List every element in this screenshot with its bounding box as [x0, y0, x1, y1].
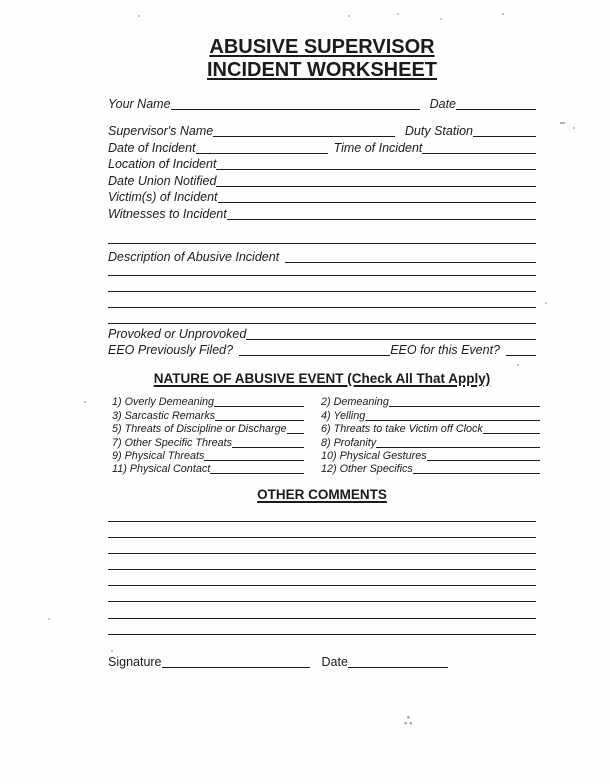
scan-speck: [84, 401, 86, 403]
signature-date-blank-line: [348, 657, 448, 668]
scan-speck: [397, 13, 399, 15]
checklist-blank-line: [210, 463, 304, 474]
description-blank-line: [285, 252, 536, 263]
checklist-item-label: 12) Other Specifics: [321, 463, 413, 476]
your-name-row: [108, 94, 536, 111]
provoked-blank-line: [246, 329, 536, 340]
victims-of-incident-label: Victim(s) of Incident: [108, 190, 218, 204]
checklist-blank-line: [365, 410, 540, 421]
eeo-row: [108, 341, 536, 358]
incident-fields-group: [108, 122, 536, 221]
description-ruled-line: [108, 292, 536, 308]
checklist-item-label: 8) Profanity: [321, 436, 377, 449]
checklist-item-label: 2) Demeaning: [321, 396, 389, 409]
comment-ruled-line: [108, 570, 536, 586]
signature-row: [108, 651, 536, 669]
scan-speck: [111, 650, 113, 652]
eeo-for-event-blank-line: [506, 345, 536, 356]
location-of-incident-blank-line: [216, 159, 536, 170]
comment-ruled-line: [108, 602, 536, 618]
description-ruled-line: [108, 308, 536, 324]
provoked-label: Provoked or Unprovoked: [108, 326, 247, 341]
supervisors-name-blank-line: [213, 126, 395, 137]
checklist-item-label: 10) Physical Gestures: [321, 449, 427, 462]
checklist-item: [321, 395, 540, 408]
checklist-item: [112, 449, 304, 462]
form-title-line2: INCIDENT WORKSHEET: [207, 59, 437, 81]
scan-speck: [517, 364, 519, 366]
form-content: [108, 36, 536, 669]
checklist-item: [321, 449, 540, 462]
checklist-blank-line: [376, 437, 540, 448]
checklist-item: [112, 422, 304, 435]
checklist-item-label: 9) Physical Threats: [112, 449, 205, 462]
comment-ruled-line: [108, 505, 536, 521]
eeo-previously-filed-label: EEO Previously Filed?: [108, 343, 234, 357]
checklist-item: [321, 462, 540, 475]
provoked-row: [108, 324, 536, 341]
checklist-item: [321, 435, 540, 448]
other-comments-lines: [108, 505, 536, 635]
scan-speck: [440, 18, 442, 20]
scan-speck: [545, 302, 547, 304]
time-of-incident-blank-line: [422, 143, 536, 154]
checklist-item-label: 11) Physical Contact: [112, 463, 211, 476]
checklist-blank-line: [204, 450, 304, 461]
checklist-item: [112, 395, 304, 408]
witnesses-to-incident-blank-line: [227, 209, 536, 220]
eeo-previously-blank-line: [239, 345, 390, 356]
checklist-blank-line: [287, 423, 304, 434]
comment-ruled-line: [108, 586, 536, 602]
witnesses-to-incident-label: Witnesses to Incident: [108, 206, 227, 221]
scan-speck: [48, 618, 50, 620]
victims-of-incident-blank-line: [218, 192, 536, 203]
form-title: [108, 36, 536, 82]
checklist-blank-line: [483, 423, 540, 434]
comment-ruled-line: [108, 538, 536, 554]
your-name-blank-line: [171, 99, 420, 110]
your-name-label: Your Name: [108, 96, 171, 111]
checklist-item: [112, 462, 304, 475]
checklist-item-label: 5) Threats of Discipline or Discharge: [112, 423, 287, 436]
checklist-item-label: 6) Threats to take Victim off Clock: [321, 423, 483, 436]
duty-station-blank-line: [473, 126, 536, 137]
abusive-event-checklist: [108, 395, 536, 475]
supervisor-row: [108, 122, 536, 139]
signature-date-label: Date: [321, 654, 348, 669]
date-of-incident-blank-line: [196, 143, 328, 154]
comment-ruled-line: [108, 554, 536, 570]
signature-blank-line: [162, 657, 310, 668]
scan-smudge: [404, 716, 412, 725]
comment-ruled-line: [108, 522, 536, 538]
checklist-item-label: 1) Overly Demeaning: [112, 396, 215, 409]
description-ruled-line: [108, 276, 536, 292]
other-comments-heading: OTHER COMMENTS: [257, 487, 387, 503]
checklist-blank-line: [214, 396, 304, 407]
checklist-item-label: 3) Sarcastic Remarks: [112, 409, 216, 422]
victims-row: [108, 188, 536, 205]
date-union-notified-blank-line: [216, 176, 536, 187]
location-of-incident-label: Location of Incident: [108, 157, 217, 171]
checklist-item: [112, 408, 304, 421]
location-row: [108, 155, 536, 172]
scan-speck: [573, 127, 575, 129]
date-label: Date: [429, 96, 456, 111]
scan-speck: [560, 122, 565, 124]
checklist-blank-line: [413, 463, 540, 474]
nature-of-abusive-event-heading: NATURE OF ABUSIVE EVENT (Check All That Apply): [153, 371, 491, 386]
duty-station-label: Duty Station: [404, 124, 473, 138]
blank-ruled-line: [108, 231, 536, 244]
checklist-item: [321, 408, 540, 421]
form-title-line1: ABUSIVE SUPERVISOR: [209, 36, 435, 58]
checklist-item-label: 4) Yelling: [321, 409, 366, 422]
union-notified-row: [108, 171, 536, 188]
witnesses-row: [108, 204, 536, 221]
scan-speck: [502, 13, 504, 15]
date-union-notified-label: Date Union Notified: [108, 173, 217, 188]
eeo-for-event-label: EEO for this Event?: [390, 343, 500, 357]
date-blank-line: [456, 99, 536, 110]
checklist-blank-line: [215, 410, 304, 421]
supervisors-name-label: Supervisor's Name: [108, 124, 214, 138]
signature-label: Signature: [108, 654, 162, 669]
date-time-incident-row: [108, 138, 536, 155]
description-row: [108, 248, 536, 265]
checklist-blank-line: [427, 450, 540, 461]
time-of-incident-label: Time of Incident: [333, 140, 423, 155]
checklist-blank-line: [232, 437, 304, 448]
comment-ruled-line: [108, 619, 536, 635]
checklist-item: [112, 435, 304, 448]
scan-speck: [138, 15, 140, 17]
checklist-item-label: 7) Other Specific Threats: [112, 436, 233, 449]
checklist-item: [321, 422, 540, 435]
description-label: Description of Abusive Incident: [108, 250, 280, 264]
date-of-incident-label: Date of Incident: [108, 140, 196, 155]
checklist-blank-line: [389, 396, 540, 407]
description-ruled-line: [108, 264, 536, 276]
scan-speck: [348, 15, 350, 17]
